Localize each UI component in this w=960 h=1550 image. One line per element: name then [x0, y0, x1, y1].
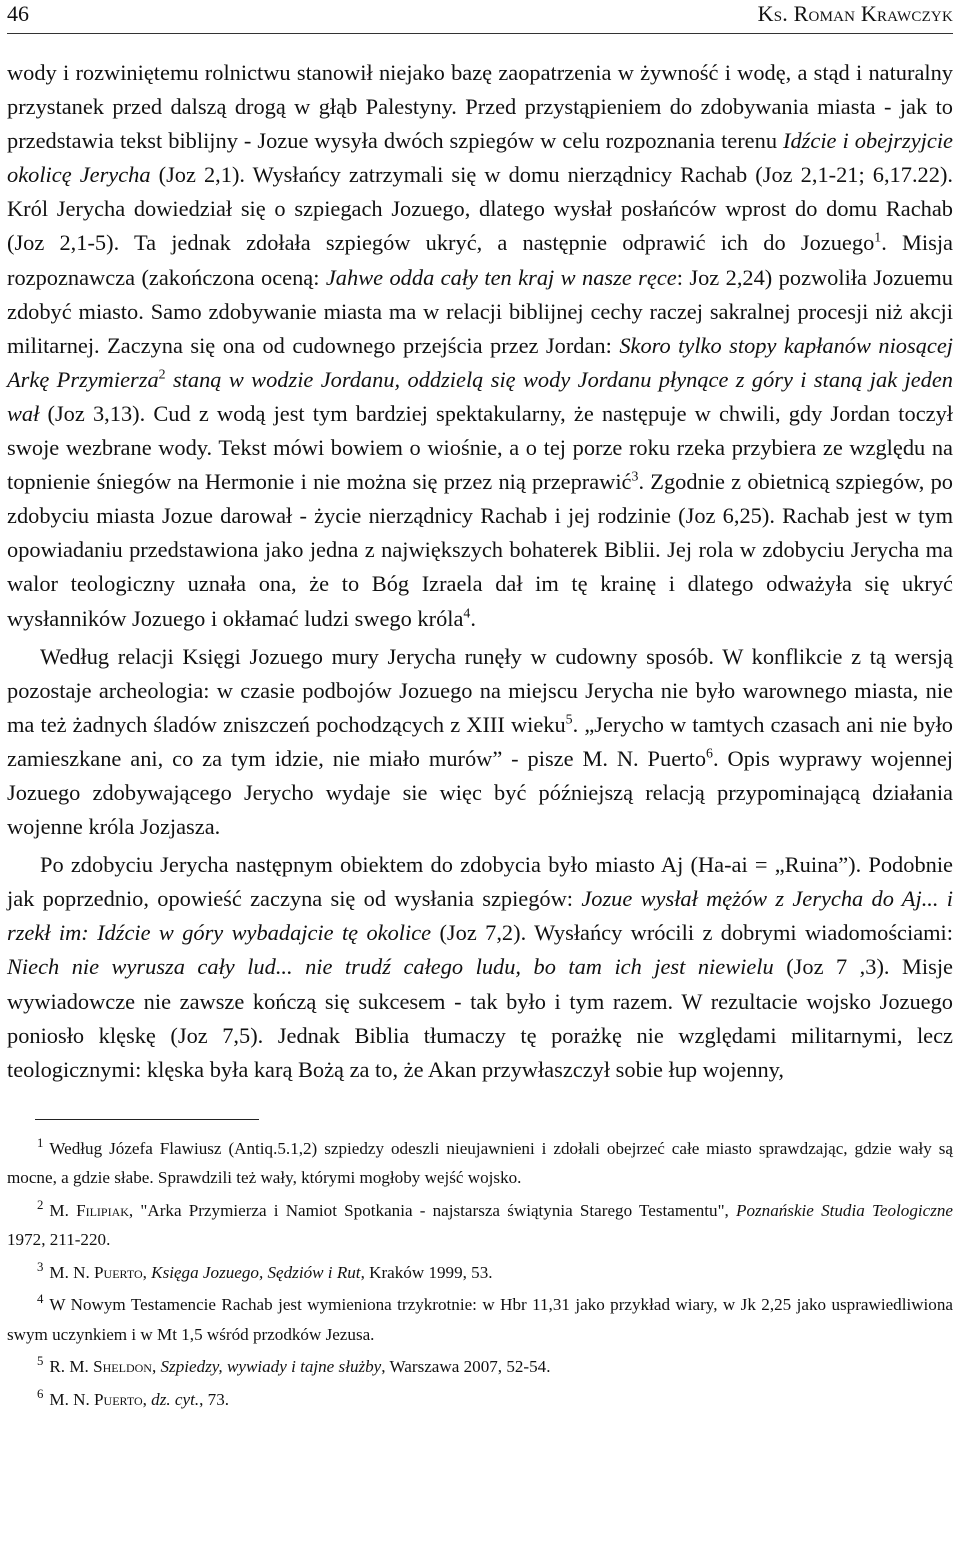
running-header [7, 0, 953, 34]
main-text [7, 56, 953, 1087]
footnote-ref-2[interactable]: 2 [158, 367, 166, 383]
page-number: 46 [7, 1, 29, 26]
footnote-ref-3[interactable]: 3 [631, 469, 639, 485]
footnote-ref-5[interactable]: 5 [565, 712, 573, 728]
footnote-2: $^2$ M. Filipiak, "Arka Przymierza i Namiot Spotkania - najstarsza świątynia Starego Testamentu", Poznańskie Studia Teologiczne 1972, 211-220. [7, 1197, 953, 1250]
footnote-1: $^1$ Według Józefa Flawiusz (Antiq.5.1,2) szpiedzy odeszli nieujawnieni i zdołali obejrzeć całe miasto sprawdzając, gdzie wały są mocne, a gdzie słabe. Sprawdzili też wały, którymi mogłoby wejść wojsko. [7, 1135, 953, 1188]
footnote-6: $^6$ M. N. Puerto, dz. cyt., 73. [37, 1386, 230, 1409]
footnote-5: $^5$ R. M. Sheldon, Szpiedzy, wywiady i tajne służby, Warszawa 2007, 52-54. [37, 1354, 551, 1377]
paragraph-1: wody i rozwiniętemu rolnictwu stanowił niejako bazę zaopatrzenia w żywność i wodę, a stąd i naturalny przystanek przed dalszą drogą w głąb Palestyny. Przed przystąpieniem do zdobywania miasta - jak to przedstawia tekst biblijny - Jozue wysyła dwóch szpiegów w celu rozpoznania terenu Idźcie i obejrzyjcie okolicę Jerycha (Joz 2,1). Wysłańcy zatrzymali się w domu nierządnicy Rachab (Joz 2,1-21; 6,17.22). Król Jerycha dowiedział się o szpiegach Jozuego, dlatego wysłał posłańców wprost do domu Rachab (Joz 2,1-5). Ta jednak zdołała szpiegów ukryć, a następnie odprawić ich do Jozuego$^1$. Misja rozpoznawcza (zakończona oceną: Jahwe odda cały ten kraj w nasze ręce: Joz 2,24) pozwoliła Jozuemu zdobyć miasto. Samo zdobywanie miasta ma w relacji biblijnej cechy raczej sakralnej procesji niż akcji militarnej. Zaczyna się ona od cudownego przejścia przez Jordan: Skoro tylko stopy kapłanów niosącej Arkę Przymierza$^2$ staną w wodzie Jordanu, oddzielą się wody Jordanu płynące z góry i staną jak jeden wał (Joz 3,13). Cud z wodą jest tym bardziej spektakularny, że następuje w chwili, gdy Jordan toczył swoje wezbrane wody. Tekst mówi bowiem o wiośnie, a o tej porze roku rzeka przybiera ze względu na topnienie śniegów na Hermonie i nie można się przez nią przeprawić$^3$. Zgodnie z obietnicą szpiegów, po zdobyciu miasta Jozue darował - życie nierządnicy Rachab i jej rodzinie (Joz 6,25). Rachab jest w tym opowiadaniu przedstawiona jako jedna z największych bohaterek Biblii. Jej rola w zdobyciu Jerycha ma walor teologiczny uznała ona, że to Bóg Izraela dał im tę krainę i dlatego odważyła się ukryć wysłanników Jozuego i okłamać ludzi swego króla$^4$. [7, 60, 954, 631]
footnote-ref-1[interactable]: 1 [874, 230, 882, 246]
footnote-ref-4[interactable]: 4 [463, 605, 471, 621]
paragraph-2: Według relacji Księgi Jozuego mury Jerycha runęły w cudowny sposób. W konflikcie z tą wersją pozostaje archeologia: w czasie podbojów Jozuego na miejscu Jerycha nie było warownego miasta, nie ma też żadnych śladów zniszczeń pochodzących z XIII wieku$^5$. „Jerycho w tamtych czasach ani nie było zamieszkane ani, co za tym idzie, nie miało murów” - pisze M. N. Puerto$^6$. Opis wyprawy wojennej Jozuego zdobywającego Jerycho wydaje sie więc być późniejszą relacją przypominającą działania wojenne króla Jozjasza. [7, 643, 953, 840]
footnote-separator [35, 1119, 259, 1120]
footnote-4: $^4$ W Nowym Testamencie Rachab jest wymieniona trzykrotnie: w Hbr 11,31 jako przykład wiary, w Jk 2,25 jako usprawiedliwiona swym uczynkiem i w Mt 1,5 wśród przodków Jezusa. [7, 1292, 953, 1344]
paragraph-3: Po zdobyciu Jerycha następnym obiektem do zdobycia było miasto Aj (Ha-ai = „Ruina”). Podobnie jak poprzednio, opowieść zaczyna się od wysłania szpiegów: Jozue wysłał mężów z Jerycha do Aj... i rzekł im: Idźcie w góry wybadajcie tę okolice (Joz 7,2). Wysłańcy wrócili z dobrymi wiadomościami: Niech nie wyrusza cały lud... nie trudź całego ludu, bo tam ich jest niewielu (Joz 7 ,3). Misje wywiadowcze nie zawsze kończą się sukcesem - tak było i tym razem. W rezultacie wojsko Jozuego poniosło klęskę (Joz 7,5). Jednak Biblia tłumaczy tę porażkę nie względami militarnymi, lecz teologicznymi: klęska była karą Bożą za to, że Akan przywłaszczył sobie łup wojenny, [7, 852, 954, 1082]
footnote-ref-6[interactable]: 6 [706, 746, 713, 762]
running-author: Ks. Roman Krawczyk [757, 1, 953, 26]
footnotes [7, 1134, 953, 1415]
footnote-3: $^3$ M. N. Puerto, Księga Jozuego, Sędziów i Rut, Kraków 1999, 53. [37, 1259, 493, 1282]
